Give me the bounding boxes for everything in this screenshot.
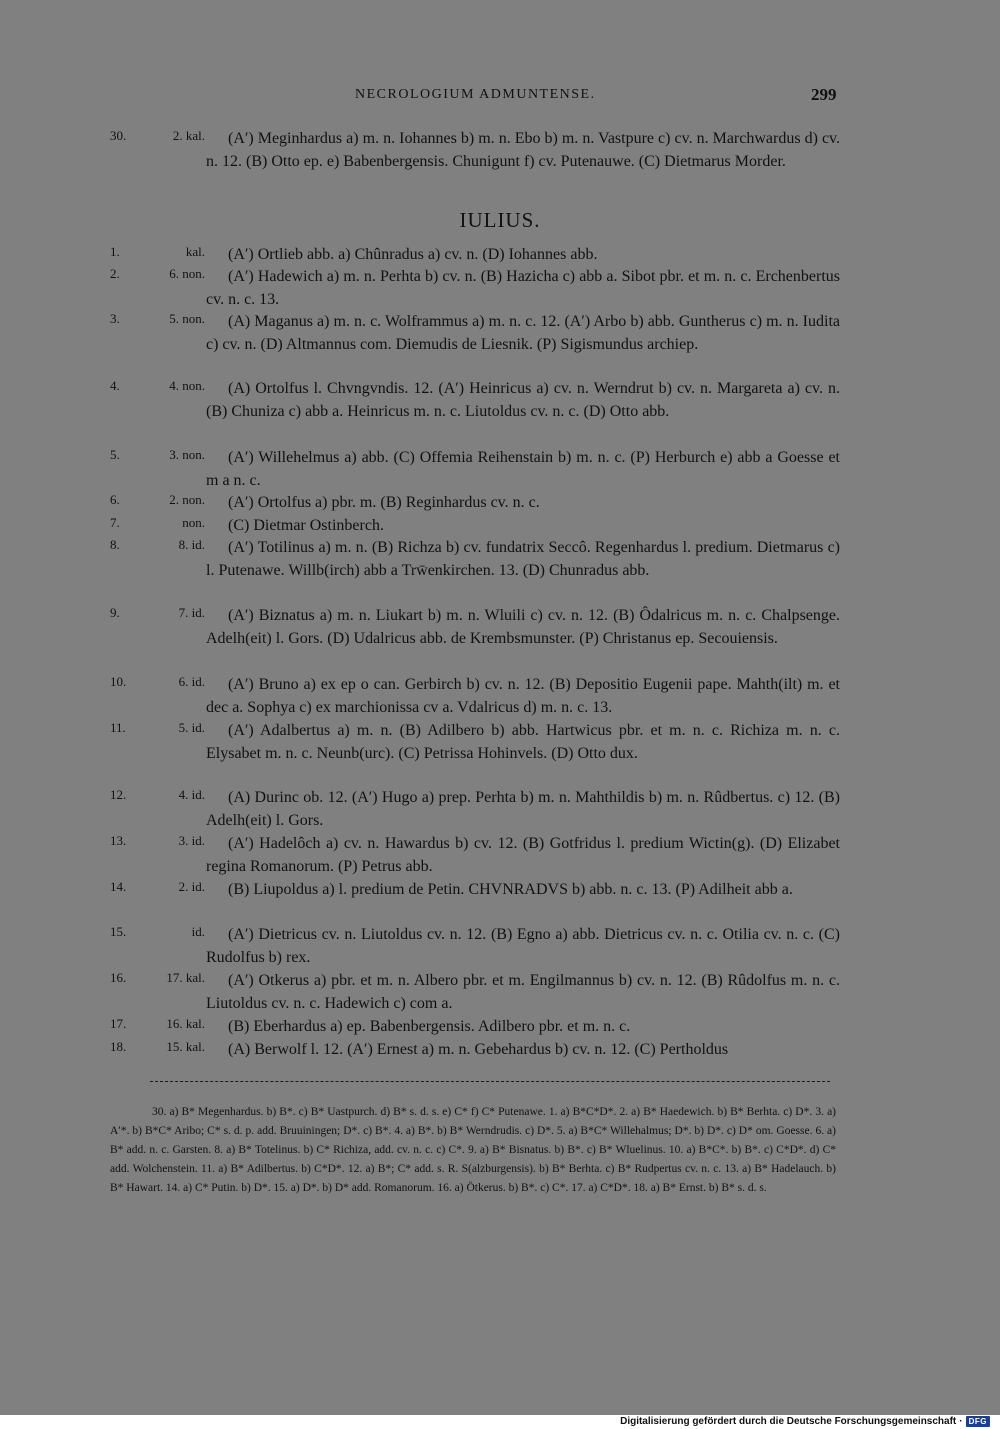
entry-july-15 (110, 924, 840, 969)
entry-june-30 (110, 128, 840, 173)
entry-number: 2. (110, 266, 120, 281)
entry-july-2 (110, 266, 840, 311)
entry-date: 2. kal. (172, 128, 205, 143)
entry-date: 7. id. (178, 605, 205, 620)
entry-text: (A′) Willehelmus a) abb. (C) Offemia Reihenstain b) m. n. c. (P) Herburch e) abb a Goesse et m a n. c. (206, 449, 840, 489)
entry-number: 5. (110, 447, 120, 462)
entry-date: non. (182, 515, 205, 530)
entry-number: 17. (110, 1016, 127, 1031)
entry-text: (A′) Biznatus a) m. n. Liukart b) m. n. Wluili c) cv. n. 12. (B) Ôdalricus m. n. c. Chalpsenge. Adelh(eit) l. Gors. (D) Udalricus abb. de Krembsmunster. (P) Christanus ep. Secouiensis. (206, 607, 840, 647)
entry-july-17 (110, 1016, 840, 1039)
entry-text: (A′) Adalbertus a) m. n. (B) Adilbero b) abb. Hartwicus pbr. et m. n. c. Richiza m. n. c. Elysabet m. n. c. Neunb(urc). (C) Petrissa Hohinvels. (D) Otto dux. (206, 722, 840, 762)
entry-number: 6. (110, 492, 120, 507)
entry-july-4 (110, 378, 840, 423)
month-heading: IULIUS. (459, 208, 541, 232)
entry-number: 10. (110, 674, 127, 689)
entry-text: (A′) Totilinus a) m. n. (B) Richza b) cv. fundatrix Seccô. Regenhardus l. predium. Dietmarus c) l. Putenawe. Willb(irch) abb a Trw̄enkirchen. 13. (D) Chunradus abb. (206, 539, 840, 579)
entry-text: (A′) Ortlieb abb. a) Chûnradus a) cv. n. (D) Iohannes abb. (228, 246, 598, 263)
entry-number: 15. (110, 924, 127, 939)
entry-number: 13. (110, 833, 127, 848)
entry-date: id. (191, 924, 205, 939)
entry-number: 3. (110, 311, 120, 326)
entry-date: 8. id. (178, 537, 205, 552)
entry-july-16 (110, 970, 840, 1015)
entry-text: (B) Liupoldus a) l. predium de Petin. CHVNRADVS b) abb. n. c. 13. (P) Adilheit abb a. (228, 881, 793, 898)
entry-text: (A) Maganus a) m. n. c. Wolframmus a) m. n. c. 12. (A′) Arbo b) abb. Guntherus c) m. n. Iudita c) cv. n. (D) Altmannus com. Diemudis de Liesnik. (P) Sigismundus archiep. (206, 313, 840, 353)
footer-credit (620, 1413, 990, 1429)
entry-text: (A) Berwolf l. 12. (A′) Ernest a) m. n. Gebehardus b) cv. n. 12. (C) Pertholdus (228, 1041, 729, 1058)
entry-date: kal. (185, 244, 205, 259)
entry-text: (A′) Dietricus cv. n. Liutoldus cv. n. 12. (B) Egno a) abb. Dietricus cv. n. c. Otilia cv. n. c. (C) Rudolfus b) rex. (206, 926, 840, 966)
entry-date: 4. id. (178, 787, 205, 802)
entry-number: 1. (110, 244, 120, 259)
footnote-rule (150, 1081, 830, 1082)
entry-july-5 (110, 447, 840, 492)
entry-text: (A) Durinc ob. 12. (A′) Hugo a) prep. Perhta b) m. n. Mahthildis b) m. n. Rûdbertus. c) 12. (B) Adelh(eit) l. Gors. (206, 789, 840, 829)
entry-text: (A′) Ortolfus a) pbr. m. (B) Reginhardus cv. n. c. (228, 494, 540, 511)
entry-text: (C) Dietmar Ostinberch. (228, 517, 384, 534)
entry-number: 18. (110, 1039, 127, 1054)
entry-date: 3. id. (178, 833, 205, 848)
entry-text: (A′) Meginhardus a) m. n. Iohannes b) m. n. Ebo b) m. n. Vastpure c) cv. n. Marchwardus d) cv. n. 12. (B) Otto ep. e) Babenbergensis. Chunigunt f) cv. Putenauwe. (C) Dietmarus Morder. (206, 130, 840, 170)
entry-date: 6. id. (178, 674, 205, 689)
entry-number: 12. (110, 787, 127, 802)
entry-number: 30. (110, 128, 127, 143)
entry-date: 5. id. (178, 720, 205, 735)
entry-date: 4. non. (169, 378, 205, 393)
running-header (0, 87, 1000, 109)
dot-separator: · (959, 1415, 963, 1427)
entry-july-12 (110, 787, 840, 832)
entry-date: 6. non. (169, 266, 205, 281)
running-title: NECROLOGIUM ADMUNTENSE. (355, 87, 596, 102)
entry-number: 14. (110, 879, 127, 894)
entry-number: 8. (110, 537, 120, 552)
entry-text: (B) Eberhardus a) ep. Babenbergensis. Adilbero pbr. et m. n. c. (228, 1018, 631, 1035)
entry-july-1 (110, 244, 840, 267)
entry-text: (A′) Bruno a) ex ep o can. Gerbirch b) cv. n. 12. (B) Depositio Eugenii pape. Mahth(ilt) m. et dec a. Sophya c) ex marchionissa cv a. Vdalricus d) m. n. c. 13. (206, 676, 840, 716)
entry-text: (A′) Hadelôch a) cv. n. Hawardus b) cv. 12. (B) Gotfridus l. predium Wictin(g). (D) Elizabet regina Romanorum. (P) Petrus abb. (206, 835, 840, 875)
entry-date: 17. kal. (166, 970, 205, 985)
entry-text: (A′) Otkerus a) pbr. et m. n. Albero pbr. et m. Engilmannus b) cv. n. 12. (B) Rûdolfus m. n. c. Liutoldus cv. n. c. Hadewich c) com a. (206, 972, 840, 1012)
entry-july-13 (110, 833, 840, 878)
entry-text: (A) Ortolfus l. Chvngvndis. 12. (A′) Heinricus a) cv. n. Werndrut b) cv. n. Margareta a) cv. n. (B) Chuniza c) abb a. Heinricus m. n. c. Liutoldus cv. n. c. (D) Otto abb. (206, 380, 840, 420)
entry-july-9 (110, 605, 840, 650)
footnotes (110, 1103, 836, 1198)
entry-number: 16. (110, 970, 127, 985)
entry-july-10 (110, 674, 840, 719)
entry-number: 11. (110, 720, 126, 735)
entry-number: 4. (110, 378, 120, 393)
entry-july-8 (110, 537, 840, 582)
entry-date: 2. non. (169, 492, 205, 507)
entry-text: (A′) Hadewich a) m. n. Perhta b) cv. n. (B) Hazicha c) abb a. Sibot pbr. et m. n. c. Erchenbertus cv. n. c. 13. (206, 268, 840, 308)
entry-july-11 (110, 720, 840, 765)
entry-date: 16. kal. (166, 1016, 205, 1031)
footer-text: Digitalisierung gefördert durch die Deutsche Forschungsgemeinschaft (620, 1415, 957, 1427)
entry-july-14 (110, 879, 840, 902)
entry-july-18 (110, 1039, 840, 1062)
entry-date: 15. kal. (166, 1039, 205, 1054)
entry-number: 9. (110, 605, 120, 620)
entry-date: 2. id. (178, 879, 205, 894)
entry-date: 3. non. (169, 447, 205, 462)
entry-july-6 (110, 492, 840, 515)
entry-july-7 (110, 515, 840, 538)
entry-number: 7. (110, 515, 120, 530)
entry-july-3 (110, 311, 840, 356)
page-number: 299 (811, 85, 837, 104)
footnotes-text: 30. a) B* Megenhardus. b) B*. c) B* Uastpurch. d) B* s. d. s. e) C* f) C* Putenawe. 1. a) B*C*D*. 2. a) B* Haedewich. b) B* Berhta. c) D*. 3. a) A′*. b) B*C* Aribo; C* s. d. p. add. Bruuiningen; D*. c) B*. 4. a) B*. b) B* Werndrudis. c) D*. 5. a) B*C* Willehalmus; D*. b) D*. c) D* om. Goesse. 6. a) B* add. n. c. Garsten. 8. a) B* Totelinus. b) C* Richiza, add. cv. n. c. c) C*. 9. a) B* Bisnatus. b) B*. c) B* Wluelinus. 10. a) B*C*. b) B*. c) C*D*. d) C* add. Wolchenstein. 11. a) B* Adilbertus. b) C*D*. 12. a) B*; C* add. s. R. S(alzburgensis). b) B* Berhta. c) B* Rudpertus cv. n. c. 13. a) B* Hadelauch. b) B* Hawart. 14. a) C* Putin. b) D*. 15. a) D*. b) D* add. Romanorum. 16. a) Ötkerus. b) B*. c) C*. 17. a) C*D*. 18. a) B* Ernst. b) B* s. d. s. (110, 1106, 836, 1194)
dfg-logo: DFG (966, 1416, 990, 1427)
entry-date: 5. non. (169, 311, 205, 326)
